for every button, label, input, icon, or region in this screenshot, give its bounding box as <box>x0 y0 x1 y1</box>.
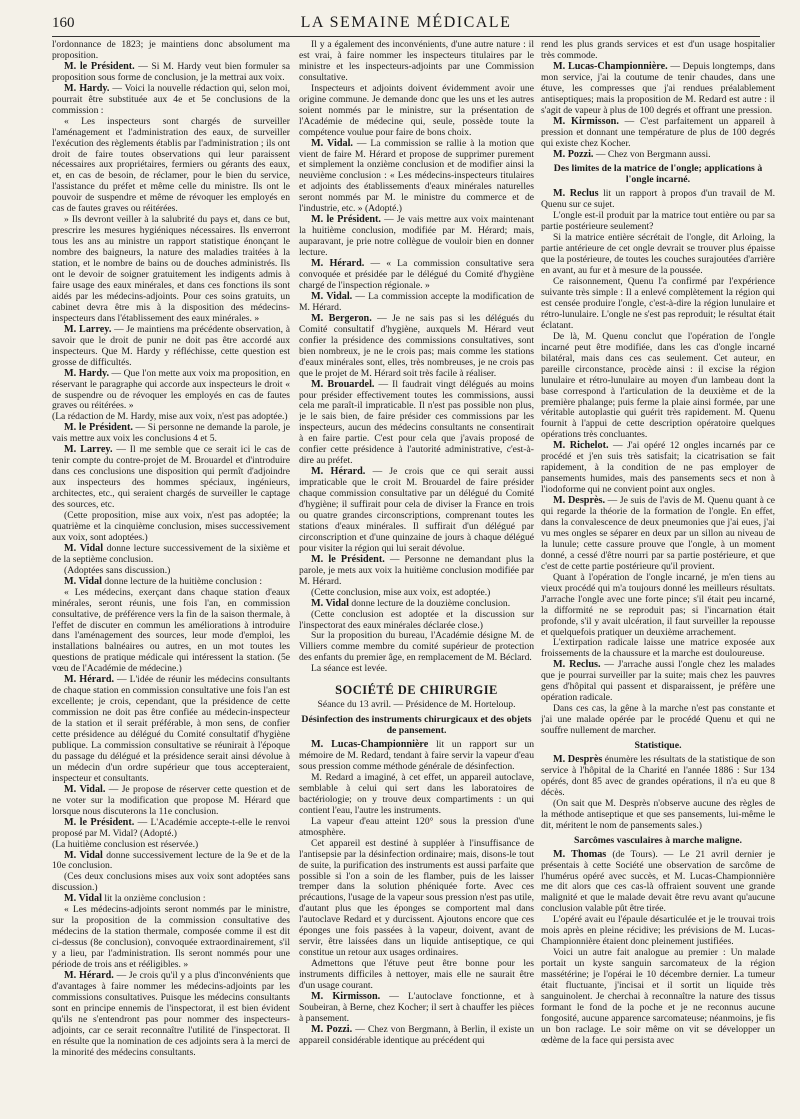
paragraph-text: (Adoptées sans discussion.) <box>64 564 171 576</box>
paragraph-text: — J'ai opéré 12 ongles incarnés par ce procédé et j'en suis très satisfait; la cicatrisation se fait rapidement, à la condition de ne pas employer de pansements humides, mais des pansements secs et non à l'iodoforme qui ne convient point aux ongles. <box>541 440 775 496</box>
paragraph <box>541 189 775 211</box>
paragraph-text: Inspecteurs et adjoints doivent évidemment avoir une origine commune. Je demande donc que les uns et les autres soient nommés par le ministre, sur la présentation de l'Académie de médecine qui, seule, possède toute la compétence voulue pour faire de bons choix. <box>299 82 534 138</box>
page-header <box>52 13 760 35</box>
header-rule <box>52 36 760 37</box>
paragraph <box>541 117 775 150</box>
speaker-name: M. Vidal <box>64 575 102 587</box>
paragraph-text: — Personne ne demandant plus la parole, je mets aux voix la huitième conclusion modifiée par M. Hérard. <box>299 553 534 587</box>
speaker-name: M. Pozzi. <box>311 1023 353 1035</box>
paragraph <box>299 555 534 588</box>
speaker-name: M. le Président. <box>64 60 135 72</box>
paragraph <box>299 84 534 139</box>
column-middle <box>299 40 534 1110</box>
paragraph <box>52 588 290 676</box>
speaker-name: M. Richelot. <box>553 440 609 452</box>
paragraph <box>299 740 534 773</box>
paragraph-text: (La rédaction de M. Hardy, mise aux voix, n'est pas adoptée.) <box>52 411 288 423</box>
speaker-name: M. Larrey. <box>64 444 113 456</box>
paragraph <box>52 40 290 62</box>
paragraph <box>299 380 534 468</box>
paragraph <box>52 818 290 840</box>
paragraph-text: lit un rapport à propos d'un travail de M. Quenu sur ce sujet. <box>541 188 775 211</box>
paragraph-text: (La huitième conclusion est réservée.) <box>52 838 199 850</box>
speaker-name: M. Desprès. <box>553 495 606 507</box>
paragraph <box>299 992 534 1025</box>
paragraph <box>52 325 290 369</box>
speaker-name: M. Vidal <box>64 542 104 554</box>
paragraph-text: La vapeur d'eau atteint 120° sous la pression d'une atmosphère. <box>299 815 534 838</box>
paragraph-text: « Les médecins, exerçant dans chaque station d'eaux minérales, seront réunis, une fois l'an, en commission consultative, de préférence vers la fin de la saison thermale, à l'effet de discuter en commun les améliorations à introduire dans l'aménagement des sources, leur mode d'emploi, les installations balnéaires ou autres, en un mot toutes les questions de pratique médicale qui intéressent la station. (5e vœu de l'Académie de médecine.) <box>52 586 290 675</box>
paragraph <box>52 423 290 445</box>
paragraph-text: Cet appareil est destiné à suppléer à l'insuffisance de l'antisepsie par la désinfection ordinaire; mais, disons-le tout de suite, la purification des instruments est aussi parfaite que possible si l'on a soin de les flamber, puis de les laisser tremper dans la solution phéniquée forte. Avec ces précautions, l'usage de la vapeur sous pression n'est pas utile, d'autant plus que les éponges se comportent mal dans l'autoclave Redard et y durcissent. Ajoutons encore que ces éponges une fois passées à la vapeur, doivent, avant de servir, être laissées dans un liquide antiseptique, ce qui constitue un retour aux usages ordinaires. <box>299 837 534 959</box>
paragraph-text: Sur la proposition du bureau, l'Académie désigne M. de Villiers comme membre du comité supérieur de protection des enfants du premier âge, en remplacement de M. Béclard. <box>299 630 534 664</box>
paragraph <box>541 441 775 496</box>
speaker-name: M. Thomas <box>553 848 607 860</box>
paragraph-text: — Voici la nouvelle rédaction qui, selon moi, pourrait être substituée aux 4e et 5e conclusions de la commission : <box>52 82 290 116</box>
paragraph <box>299 314 534 380</box>
paragraph-text: L'extirpation radicale laisse une matrice exposée aux froissements de la chaussure et la marche est douloureuse. <box>541 637 775 660</box>
paragraph <box>541 850 775 916</box>
paragraph <box>52 905 290 971</box>
speaker-name: M. Hérard. <box>311 258 365 270</box>
paragraph <box>52 369 290 413</box>
speaker-name: M. Pozzi. <box>553 148 594 160</box>
paragraph <box>299 259 534 292</box>
paragraph-text: L'opéré avait eu l'épaule désarticulée et je le trouvai trois mois après en pleine récidive; les prévisions de M. Lucas-Championnière étaient donc pleinement justifiées. <box>541 914 775 948</box>
paragraph-text: lit la onzième conclusion : <box>101 893 206 905</box>
paragraph-text: — Je propose de réserver cette question et de ne voter sur la modification que propose M. Hérard que lorsque nous discuterons la 11e conclusion. <box>52 783 290 817</box>
speaker-name: M. Vidal <box>64 893 102 905</box>
paragraph-text: — La commission se rallie à la motion que vient de faire M. Hérard et propose de supprimer purement et simplement la onzième conclusion et de modifier ainsi la neuvième conclusion : « Les médecins-inspecteurs titulaires et adjoints des établissements d'eaux minérales naturelles seront nommés par M. le ministre du commerce et de l'industrie, etc. » (Adopté.) <box>299 137 534 215</box>
speaker-name: M. Lucas-Championnière. <box>553 60 668 72</box>
paragraph <box>299 139 534 216</box>
paragraph <box>541 233 775 277</box>
subsection-heading: Sarcômes vasculaires à marche maligne. <box>574 834 742 846</box>
speaker-name: M. Vidal <box>311 597 349 609</box>
speaker-name: M. Vidal. <box>311 137 353 149</box>
paragraph <box>52 971 290 1059</box>
paragraph <box>541 915 775 948</box>
paragraph-text: — J'arrache aussi l'ongle chez les malades que je pourrai surveiller par la suite; mais chez les pauvres gens d'hôpital qui passent et disparaissent, je préfère une opération radicale. <box>541 659 775 704</box>
paragraph-text: (Cette conclusion, mise aux voix, est adoptée.) <box>311 586 491 598</box>
paragraph-text: La séance est levée. <box>311 663 388 675</box>
paragraph-text: — Si M. Hardy veut bien formuler sa proposition sous forme de conclusion, je la mettrai aux voix. <box>52 60 290 83</box>
section-heading: SOCIÉTÉ DE CHIRURGIE <box>335 683 498 698</box>
paragraph-text: L'ongle est-il produit par la matrice tout entière ou par sa partie postérieure seulement? <box>541 210 775 233</box>
paragraph-text: » Ils devront veiller à la salubrité du pays et, dans ce but, prescrire les mesures hygiéniques nécessaires. Ils enverront tous les ans au ministre un rapport statistique énonçant le nombre des baigneurs, la nature des maladies traitées à la station, et le nombre de bains ou de douches administrés. Ils ont le devoir de soigner gratuitement les indigents admis à faire usage des eaux minérales, et dans ces fonctions ils sont aidés par les médecins-adjoints. Pour ces soins gratuits, un cabinet devra être mis à la disposition des médecins-inspecteurs dans l'établissement des eaux minérales. » <box>52 214 290 324</box>
paragraph <box>299 215 534 259</box>
paragraph-text: (Cette proposition, mise aux voix, n'est pas adoptée; la quatrième et la cinquième conclusion, mises successivement aux voix, sont adoptées.) <box>52 509 290 543</box>
paragraph <box>299 817 534 839</box>
paragraph <box>52 872 290 894</box>
paragraph-text: — Je suis de l'avis de M. Quenu quant à ce qui regarde la théorie de la formation de l'ongle. En effet, dans la convalescence de deux pneumonies que j'ai eues, j'ai vu mes ongles se séparer en deux par un sillon au niveau de la lunule; cette cassure prouve que l'ongle, à un moment donné, a cessé d'être nourri par sa partie postérieure, et que c'est de cette partie postérieure qu'il provient. <box>541 495 775 572</box>
paragraph-text: (Ces deux conclusions mises aux voix sont adoptées sans discussion.) <box>52 871 290 894</box>
speaker-name: M. Reclus. <box>553 659 601 671</box>
speaker-name: M. Lucas-Championnière <box>311 739 429 751</box>
paragraph-text: — « La commission consultative sera convoquée et présidée par le délégué du Comité d'hygiène chargé de l'inspection régionale. » <box>299 258 534 291</box>
paragraph-text: — Il me semble que ce serait ici le cas de tenir compte du contre-projet de M. Brouardel et d'introduire dans ces conclusions une disposition qui permît d'adjoindre aux inspecteurs des hommes spéciaux, ingénieurs, architectes, etc., qui seraient chargés de surveiller le captage des sources, etc. <box>52 444 290 511</box>
page-number: 160 <box>52 15 75 31</box>
paragraph-text: donne successivement lecture de la 9e et de la 10e conclusion. <box>52 849 290 872</box>
paragraph-text: énumère les résultats de la statistique de son service à l'hôpital de la Charité en l'année 1886 : Sur 134 opérés, dont 85 avec de grandes opérations, il n'a eu que 8 décès. <box>541 754 775 798</box>
paragraph-text: — Je vais mettre aux voix maintenant la huitième conclusion, modifiée par M. Hérard; mais, auparavant, je prie notre collègue de vouloir bien en donner lecture. <box>299 214 534 259</box>
paragraph-text: (On sait que M. Desprès n'observe aucune des règles de la méthode antiseptique et que ses pansements, lui-même le dit, méritent le nom de pansements sales.) <box>541 797 775 831</box>
paragraph <box>52 675 290 785</box>
paragraph-text: — La commission accepte la modification de M. Hérard. <box>299 290 534 313</box>
speaker-name: M. Kirmisson. <box>311 991 381 1003</box>
paragraph <box>299 700 534 711</box>
subsection-heading: Statistique. <box>634 740 682 752</box>
speaker-name: M. Hardy. <box>64 82 110 94</box>
paragraph <box>541 638 775 660</box>
paragraph-text: Il y a également des inconvénients, d'une autre nature : il est vrai, à faire nommer les inspecteurs titulaires par le ministre et les inspecteurs-adjoints par une Commission consultative. <box>299 40 534 83</box>
paragraph <box>52 84 290 117</box>
speaker-name: M. le Président. <box>311 553 385 565</box>
paragraph-text: « Les inspecteurs sont chargés de surveiller l'aménagement et l'administration des eaux, de surveiller l'exécution des règlements établis par l'administration ; ils ont droit de faire toutes observations qui leur paraissent nécessaires aux propriétaires, fermiers ou gérants des eaux, et, en cas de besoin, de réclamer, pour le bien du service, l'assistance du préfet et même celle du ministre. Ils ont le pouvoir de suspendre et même de révoquer les employés en cas de fautes graves ou réitérées. <box>52 115 290 215</box>
speaker-name: M. le Président. <box>64 816 135 828</box>
speaker-name: M. Vidal. <box>64 783 106 795</box>
speaker-name: M. le Président. <box>64 422 133 434</box>
paragraph-text: Si la matrice entière sécrétait de l'ongle, dit Arloing, la partie antérieure de cet ongle devrait se trouver plus épaisse que la postérieure, de toutes les couches surajoutées d'arrière en avant, au fur et à mesure de la poussée. <box>541 232 775 277</box>
paragraph-text: — Je crois que ce qui serait aussi impraticable que le croit M. Brouardel de faire présider chaque commission consultative par un délégué du Comité d'hygiène; il suffirait pour cela de diviser la France en trois ou quatre grandes circonscriptions, comprenant toutes les stations d'eaux minérales. Il suffirait d'un délégué par circonscription et d'une quinzaine de jours à chaque délégué pour visiter la région qui lui serait dévolue. <box>299 466 534 554</box>
speaker-name: M. Desprès <box>553 754 603 765</box>
paragraph <box>299 467 534 555</box>
column-left <box>52 40 290 1110</box>
paragraph <box>541 40 775 62</box>
paragraph-text: Ce raisonnement, Quenu l'a confirmé par l'expérience suivante très simple : Il a enlevé complètement la région qui est censée produire l'ongle, c'est-à-dire la région lunulaire et rétro-lunulaire. L'ongle ne s'est pas reproduit; le résultat était éclatant. <box>541 276 775 331</box>
paragraph <box>541 755 775 799</box>
paragraph <box>299 839 534 959</box>
paragraph-text: donne lecture de la douzième conclusion. <box>348 597 511 609</box>
paragraph-text: lit un rapport sur un mémoire de M. Redard, tendant à faire servir la vapeur d'eau sous pression comme méthode générale de désinfection. <box>299 739 534 772</box>
paragraph <box>52 511 290 544</box>
paragraph <box>299 664 534 675</box>
paragraph <box>299 631 534 664</box>
paragraph <box>52 215 290 325</box>
paragraph-text: (de Tours). — Le 21 avril dernier je présentais à cette Société une observation de sarcôme de l'humérus opéré avec succès, et M. Lucas-Championnière me dit alors que ces cas-là offraient souvent une grande malignité et que le malade devait être revu avant qu'aucune conclusion valable pût être tirée. <box>541 848 775 915</box>
paragraph-text: Dans ces cas, la gêne à la marche n'est pas constante et j'ai une malade opérée par le procédé Quenu et qui ne souffre nullement de marcher. <box>541 703 775 737</box>
paragraph-text: — L'Académie accepte-t-elle le renvoi proposé par M. Vidal? (Adopté.) <box>52 816 290 839</box>
paragraph <box>52 445 290 511</box>
speaker-name: M. Vidal. <box>311 290 353 302</box>
paragraph-text: — Je crois qu'il y a plus d'inconvénients que d'avantages à faire nommer les médecins-adjoints par les commissions consultatives. Puisque les médecins consultants sont en principe ennemis de l'inspectorat, il est bien évident qu'ils ne s'entendront pas pour nommer des inspecteurs-adjoints, car ce serait reconnaître l'utilité de l'inspectorat. Il en résulte que la nomination de ces adjoints sera à la merci de la minorité des médecins consultants. <box>52 970 290 1058</box>
paragraph-text: donne lecture successivement de la sixième et de la septième conclusion. <box>52 542 290 565</box>
paragraph-text: — Que l'on mette aux voix ma proposition, en réservant le paragraphe qui accorde aux inspecteurs le droit « de suspendre ou de révoquer les employés en cas de fautes graves ou réitérées. » <box>52 367 290 412</box>
speaker-name: M. Vidal <box>64 849 103 861</box>
paragraph <box>52 785 290 818</box>
paragraph <box>52 851 290 873</box>
paragraph-text: — L'autoclave fonctionne, et à Soubeiran, à Berne, chez Kocher; il sert à chauffer les pièces à pansement. <box>299 991 534 1024</box>
paragraph-text: Quant à l'opération de l'ongle incarné, je m'en tiens au vieux procédé qui m'a toujours donné les meilleurs résultats. J'arrache l'ongle avec une forte pince; s'il était peu incarné, la difformité ne se reproduit pas; si l'incarnation était profonde, s'il y avait ulcération, il faut surveiller la repousse et quelquefois pratiquer un deuxième arrachement. <box>541 571 775 638</box>
paragraph-text: (Cette conclusion est adoptée et la discussion sur l'inspectorat des eaux minérales déclarée close.) <box>299 608 534 631</box>
paragraph <box>299 40 534 84</box>
paragraph <box>299 959 534 992</box>
paragraph <box>299 610 534 632</box>
paragraph-text: — Chez von Bergmann aussi. <box>593 148 711 160</box>
paragraph-text: — C'est parfaitement un appareil à pression et donnant une température de plus de 100 degrés qui existe chez Kocher. <box>541 115 775 149</box>
subsection-heading: Désinfection des instruments chirurgicaux et des objets de pansement. <box>301 714 532 737</box>
paragraph-text: — L'idée de réunir les médecins consultants de chaque station en commission consultative une fois l'an est excellente; je crois, cependant, que la présidence de cette commission ne doit pas être confiée au médecin-inspecteur de la station et il serait préférable, à mon sens, de confier cette présidence au délégué du Comité consultatif d'hygiène publique. La commission consultative se réunirait à l'époque du passage du délégué et la présidence serait ainsi dévolue à un médecin d'un ordre supérieur que tous accepteraient, inspecteur et consultants. <box>52 674 290 784</box>
speaker-name: M. Hérard. <box>64 674 115 686</box>
speaker-name: M. Bergeron. <box>311 312 372 324</box>
paragraph-text: donne lecture de la huitième conclusion : <box>101 575 263 587</box>
paragraph-text: Séance du 13 avril. — Présidence de M. Horteloup. <box>317 699 516 711</box>
paragraph-text: rend les plus grands services et est d'un usage hospitalier très commode. <box>541 40 775 61</box>
speaker-name: M. Hérard. <box>64 970 114 982</box>
speaker-name: M. Hérard. <box>311 466 366 478</box>
paragraph-text: — Il faudrait vingt délégués au moins pour présider effectivement toutes les commissions, aussi cela me paraît-il impraticable. Il n'est pas possible non plus, je le sais bien, de faire présider ces commissions par les inspecteurs, aucun des médecins consultants ne consentirait à en faire partie. C'est pour cela que j'avais proposé de confier cette présidence à l'autorité administrative, c'est-à-dire au préfet. <box>299 378 534 467</box>
paragraph-text: — Chez von Bergmann, à Berlin, il existe un appareil considérable identique au précédent qui <box>299 1023 534 1046</box>
subsection-heading: Des limites de la matrice de l'ongle; applications à l'ongle incarné. <box>553 163 763 186</box>
paragraph <box>52 544 290 566</box>
column-right <box>541 40 775 1110</box>
speaker-name: M. Reclus <box>553 188 599 200</box>
paragraph <box>541 660 775 704</box>
paragraph <box>541 332 775 442</box>
paragraph <box>541 799 775 832</box>
paragraph <box>541 150 775 161</box>
paragraph <box>541 62 775 117</box>
paragraph <box>541 704 775 737</box>
paragraph-text: — Depuis longtemps, dans mon service, j'ai la coutume de tenir chaudes, dans une étuve, les compresses que j'ai rendues préalablement antiseptiques; mais la proposition de M. Redard est autre : il s'agit de vapeur à plus de 100 degrés et offrant une pression. <box>541 60 775 116</box>
paragraph <box>299 292 534 314</box>
paragraph <box>541 496 775 573</box>
paragraph-text: Voici un autre fait analogue au premier : Un malade portait un kyste sanguin sarcomateux de la région massétérine; je l'opérai le 10 décembre dernier. La tumeur était fluctuante, j'incisai et il sortit un liquide très sanguinolent. Je cherchai à reconnaître la nature des tissus formant le fond de la poche et je ne reconnus aucune fongosité, aucune apparence sarcomateuse; néanmoins, je fis un bon raclage. Le soir même on vit se développer un œdème de la face qui persista avec <box>541 947 775 1046</box>
paragraph-text: M. Redard a imaginé, à cet effet, un appareil autoclave, semblable à celui qui sert dans les laboratoires de bactériologie; on y trouve deux compartiments : un qui contient l'eau, l'autre les instruments. <box>299 771 534 816</box>
speaker-name: M. Brouardel. <box>311 378 375 390</box>
paragraph-text: Admettons que l'étuve peut être bonne pour les instruments difficiles à nettoyer, mais elle ne saurait être d'un usage courant. <box>299 958 534 992</box>
paragraph <box>541 211 775 233</box>
paragraph-text: « Les médecins-adjoints seront nommés par le ministre, sur la proposition de la commission consultative des médecins de la station thermale, composée comme il est dit ci-dessus (8e conclusion), convoquée extraordinairement, s'il y a lieu, par l'administration. Ils seront nommés pour une période de trois ans et rééligibles. » <box>52 904 290 971</box>
paragraph <box>541 573 775 639</box>
journal-title: LA SEMAINE MÉDICALE <box>300 14 512 31</box>
paragraph <box>541 277 775 332</box>
paragraph-text: l'ordonnance de 1823; je maintiens donc absolument ma proposition. <box>52 40 290 61</box>
speaker-name: M. Hardy. <box>64 367 110 379</box>
speaker-name: M. Larrey. <box>64 323 112 335</box>
paragraph-text: De là, M. Quenu conclut que l'opération de l'ongle incarné peut être modifiée, dans les cas d'ongle incarné bilatéral, mais dans ces cas seulement. Cet auteur, en pareille circonstance, procède ainsi : il excise la région lunulaire et rétro-lunulaire au moyen d'un lambeau dont la base correspond à l'articulation de la deuxième et de la première phalange; puis ferme la plaie ainsi formée, par une véritable autoplastie qui guérit très rapidement. M. Quenu fournit à l'appui de cette description opératoire quelques opérations très concluantes. <box>541 330 775 441</box>
paragraph-text: — Je ne sais pas si les délégués du Comité consultatif d'hygiène, auxquels M. Hérard veut confier la présidence des commissions consultatives, sont bien nombreux, je ne le crois pas; mais comme les stations d'eaux minérales sont, elles, très nombreuses, je ne crois pas que le projet de M. Hérard soit très facile à réaliser. <box>299 312 534 379</box>
paragraph <box>299 773 534 817</box>
paragraph <box>299 1025 534 1047</box>
paragraph <box>52 62 290 84</box>
paragraph <box>52 117 290 216</box>
paragraph-text: — Je maintiens ma précédente observation, à savoir que le droit de punir ne doit pas être accordé aux inspecteurs. Que M. Hardy y réfléchisse, cette question est grosse de difficultés. <box>52 323 290 368</box>
speaker-name: M. le Président. <box>311 214 381 226</box>
paragraph <box>541 948 775 1047</box>
speaker-name: M. Kirmisson. <box>553 115 619 127</box>
paragraph-text: — Si personne ne demande la parole, je vais mettre aux voix les conclusions 4 et 5. <box>52 422 290 445</box>
